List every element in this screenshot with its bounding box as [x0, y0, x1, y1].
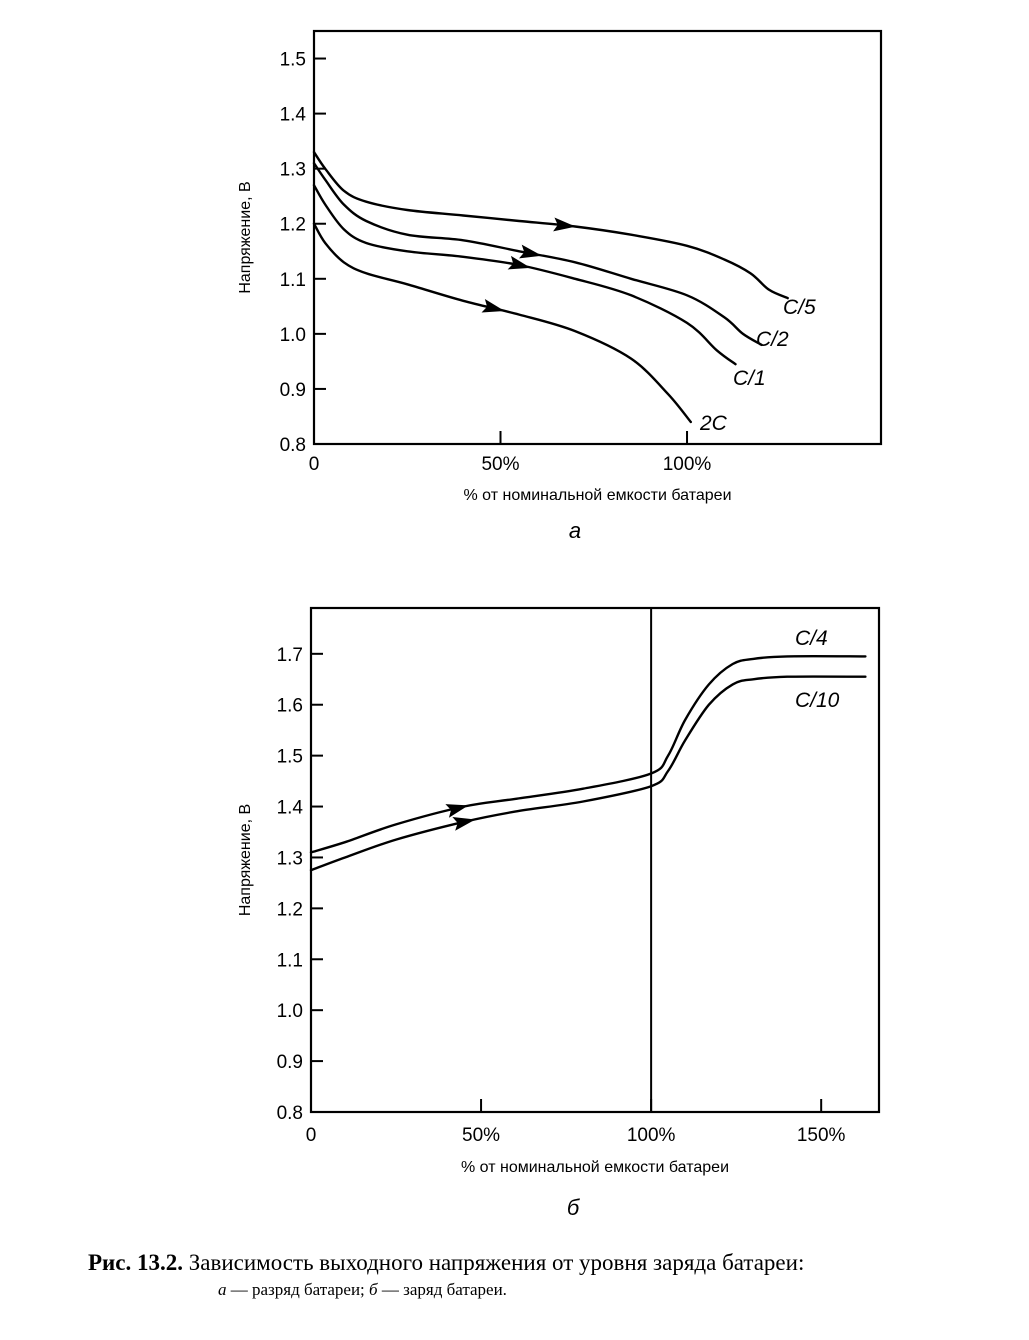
series-label-c-2: C/2	[756, 328, 789, 351]
figure-number: Рис. 13.2.	[88, 1250, 184, 1275]
series-label-c-10: C/10	[795, 689, 840, 712]
y-tick-label: 1.1	[279, 269, 306, 291]
y-tick-label: 1.5	[276, 746, 303, 768]
y-tick-label: 1.5	[279, 49, 306, 71]
y-tick-label: 1.0	[276, 1001, 303, 1023]
panel-letter: б	[566, 1195, 580, 1220]
y-tick-label: 1.4	[276, 797, 303, 819]
y-tick-label: 1.7	[276, 644, 303, 666]
y-tick-label: 1.0	[279, 324, 306, 346]
direction-arrow-icon	[519, 245, 543, 263]
x-tick-label: 0	[305, 1125, 317, 1146]
x-axis-title: % от номинальной емкости батареи	[461, 1159, 729, 1176]
chart-panel-b	[237, 608, 879, 1220]
y-tick-label: 1.3	[279, 159, 306, 181]
x-tick-label: 0	[308, 454, 320, 475]
plot-frame	[314, 31, 881, 444]
series-line-2c	[314, 224, 691, 422]
caption-text-b: — заряд батареи.	[381, 1280, 507, 1299]
series-line-c-1	[314, 185, 736, 364]
x-tick-label: 100%	[626, 1125, 676, 1146]
y-tick-label: 0.9	[279, 379, 306, 401]
series-line-c-10	[311, 677, 865, 871]
y-tick-label: 0.9	[276, 1052, 303, 1074]
direction-arrow-icon	[482, 299, 507, 318]
direction-arrow-icon	[508, 256, 533, 275]
x-tick-label: 150%	[796, 1125, 846, 1146]
figure-caption	[88, 1250, 988, 1300]
y-tick-label: 0.8	[276, 1103, 303, 1124]
panel-letter: а	[568, 518, 582, 543]
caption-title-line	[88, 1250, 988, 1276]
caption-label-a: а	[218, 1280, 227, 1299]
y-tick-label: 0.8	[279, 435, 306, 456]
y-tick-label: 1.4	[279, 104, 306, 126]
y-tick-label: 1.6	[276, 695, 303, 717]
direction-arrow-icon	[445, 799, 470, 818]
y-axis-title: Напряжение, В	[237, 803, 254, 917]
figure-title: Зависимость выходного напряжения от уровня заряда батареи:	[188, 1250, 805, 1275]
y-axis-title: Напряжение, В	[237, 181, 254, 294]
direction-arrow-icon	[452, 813, 476, 831]
x-axis-title: % от номинальной емкости батареи	[463, 487, 732, 504]
x-tick-label: 50%	[481, 454, 520, 475]
series-line-c-4	[311, 656, 865, 852]
series-label-c-4: C/4	[795, 627, 828, 650]
series-line-c-5	[314, 152, 788, 298]
chart-panel-a	[237, 31, 881, 543]
caption-legend-line	[218, 1280, 988, 1300]
y-tick-label: 1.2	[276, 899, 303, 921]
series-label-c-1: C/1	[733, 367, 766, 390]
caption-label-b: б	[369, 1280, 378, 1299]
series-label-2c: 2C	[700, 412, 727, 435]
y-tick-label: 1.1	[276, 950, 303, 972]
y-tick-label: 1.3	[276, 848, 303, 870]
caption-text-a: — разряд батареи;	[230, 1280, 365, 1299]
plot-frame	[311, 608, 879, 1112]
series-label-c-5: C/5	[783, 296, 816, 319]
x-tick-label: 50%	[462, 1125, 501, 1146]
y-tick-label: 1.2	[279, 214, 306, 236]
x-tick-label: 100%	[662, 454, 712, 475]
